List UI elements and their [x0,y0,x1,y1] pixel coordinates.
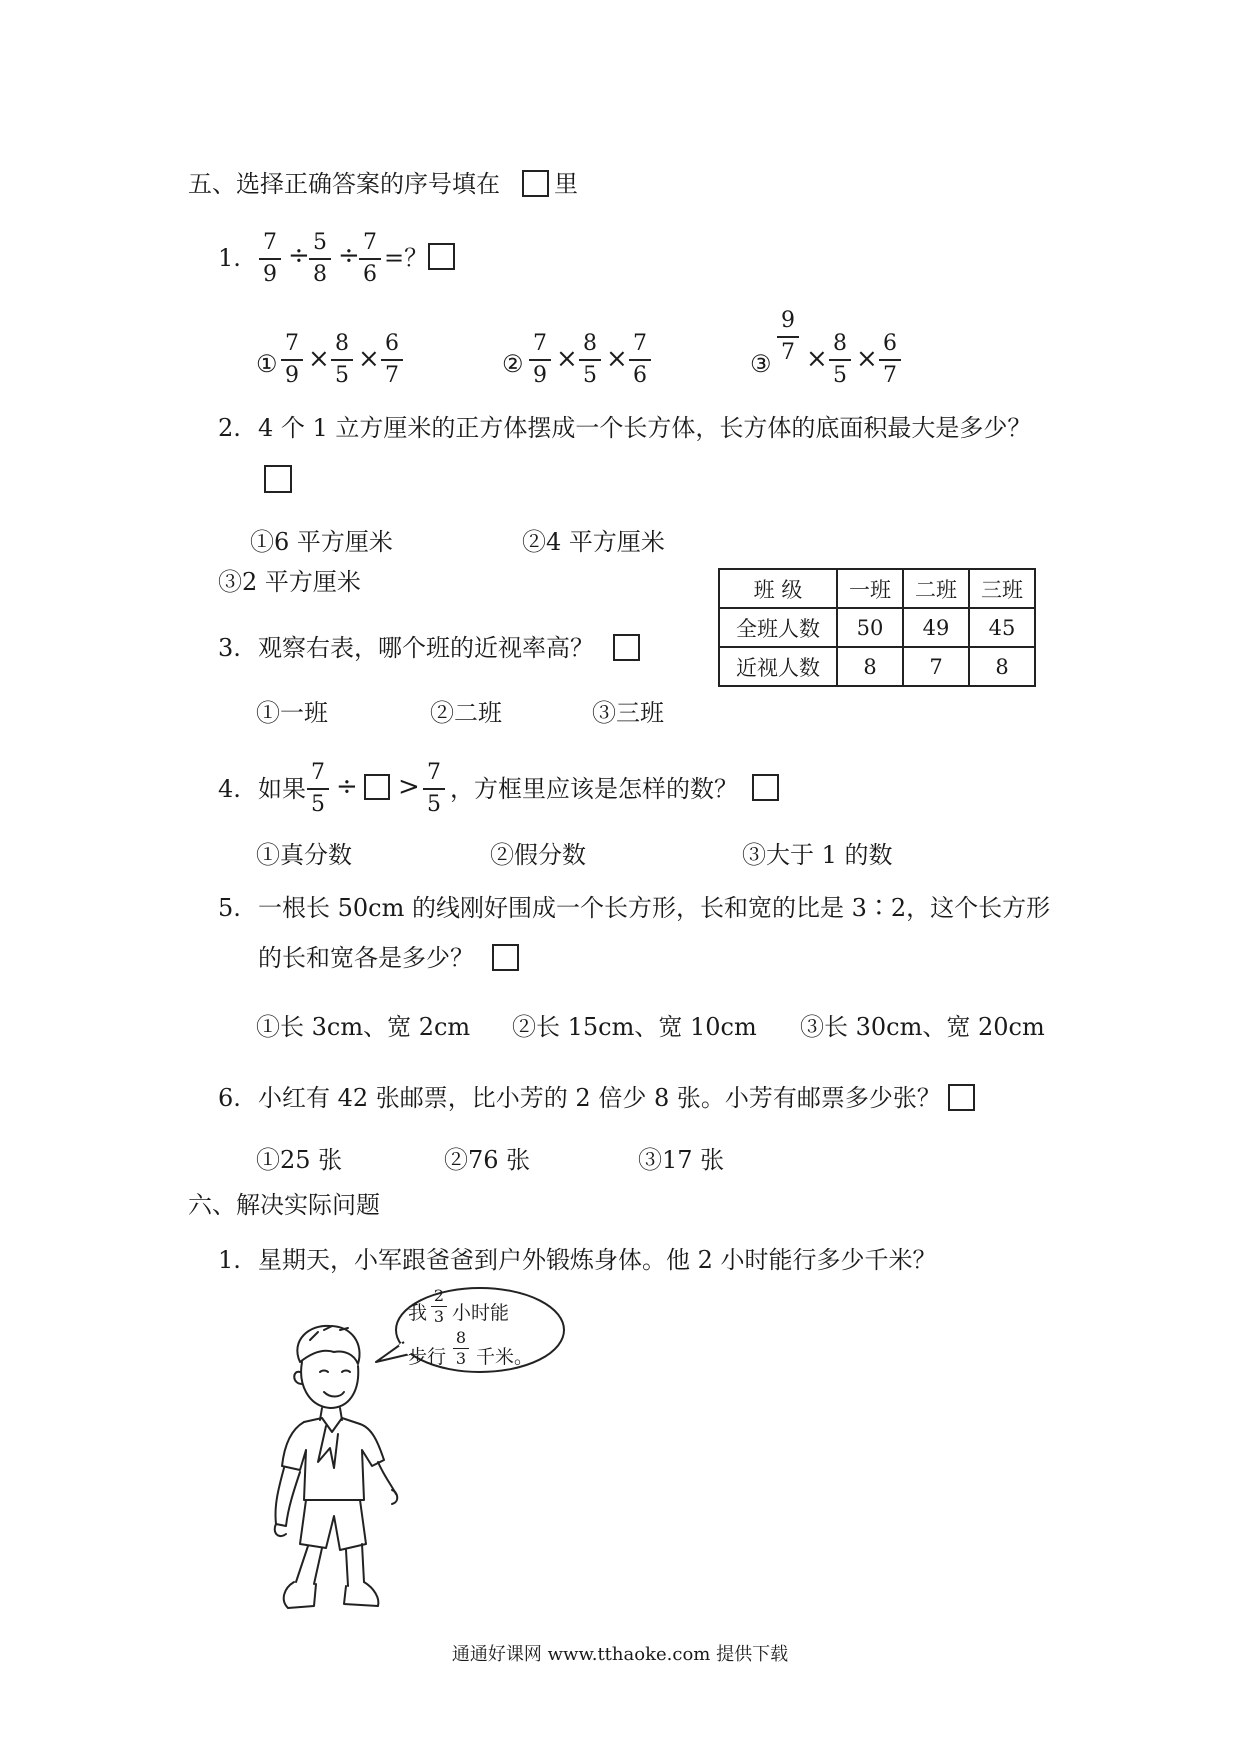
q4-inline-box [364,774,390,800]
option-marker: ① [256,350,278,378]
q4-option-2[interactable]: ②假分数 [490,841,586,869]
q4-option-3[interactable]: ③大于 1 的数 [742,841,893,869]
q4-prefix: 如果 [258,775,306,803]
q1-divide-1: ÷ [288,241,310,271]
option-fraction: 8 5 [330,333,354,387]
answer-box-legend [522,170,549,197]
q5-number: 5. [218,894,241,922]
bubble-word: 千米。 [476,1346,534,1368]
q6-option-1[interactable]: ①25 张 [256,1146,343,1174]
q2-option-2[interactable]: ②4 平方厘米 [522,528,665,556]
table-cell: 49 [903,608,969,647]
myopia-table [718,568,1036,687]
bubble-word: 小时能 [452,1302,510,1324]
bubble-word: 步行 [408,1346,447,1368]
q5-option-3[interactable]: ③长 30cm、宽 20cm [800,1013,1045,1041]
option-fraction: 6 7 [878,333,902,387]
q2-text: 4 个 1 立方厘米的正方体摆成一个长方体，长方体的底面积最大是多少？ [258,414,1032,442]
q4-number: 4. [218,775,241,803]
bubble-fraction-2: 8 3 [452,1330,470,1367]
q4-fraction-1: 7 5 [306,762,330,816]
q1-fraction-2: 5 8 [308,232,332,286]
q1-fraction-1: 7 9 [258,232,282,286]
q1-number: 1. [218,244,241,272]
table-cell: 45 [969,608,1035,647]
q4-fraction-2: 7 5 [422,762,446,816]
table-cell: 8 [969,647,1035,686]
times-sign: × [606,344,628,374]
page-footer: 通通好课网 www.tthaoke.com 提供下载 [451,1644,789,1665]
q3-option-2[interactable]: ②二班 [430,699,502,727]
speech-bubble [370,1280,570,1390]
times-sign: × [856,344,878,374]
q5-line-1: 一根长 50cm 的线刚好围成一个长方形，长和宽的比是 3∶2，这个长方形 [258,894,1051,922]
option-fraction: 8 5 [828,333,852,387]
q2-option-1[interactable]: ①6 平方厘米 [250,528,393,556]
option-fraction: 6 7 [380,333,404,387]
q5-line-2: 的长和宽各是多少？ [258,944,474,972]
q6-text: 小红有 42 张邮票，比小芳的 2 倍少 8 张。小芳有邮票多少张？ [258,1084,941,1112]
table-cell: 8 [837,647,903,686]
q6-option-3[interactable]: ③17 张 [638,1146,725,1174]
q3-option-1[interactable]: ①一班 [256,699,328,727]
q4-option-1[interactable]: ①真分数 [256,841,352,869]
option-fraction: 9 7 [776,310,800,364]
option-marker: ③ [750,350,772,378]
q1-fraction-3: 7 6 [358,232,382,286]
table-header-cell: 三班 [969,569,1035,608]
bubble-line-1 [408,1298,427,1325]
q2-option-3[interactable]: ③2 平方厘米 [218,568,361,596]
option-fraction: 7 6 [628,333,652,387]
q6-number: 6. [218,1084,241,1112]
option-fraction: 8 5 [578,333,602,387]
q3-number: 3. [218,634,241,662]
q1-answer-box[interactable] [428,243,455,270]
option-fraction: 7 9 [528,333,552,387]
q5-answer-box[interactable] [492,944,519,971]
q2-number: 2. [218,414,241,442]
section-5-heading-tail: 里 [554,170,578,198]
s6-q1-number: 1. [218,1246,241,1274]
option-fraction: 7 9 [280,333,304,387]
table-cell: 全班人数 [719,608,837,647]
times-sign: × [358,344,380,374]
table-header-row [719,569,1035,608]
q3-option-3[interactable]: ③三班 [592,699,664,727]
q6-option-2[interactable]: ②76 张 [444,1146,531,1174]
table-cell: 50 [837,608,903,647]
q6-answer-box[interactable] [948,1084,975,1111]
bubble-word: 我 [408,1302,428,1324]
table-header-cell: 一班 [837,569,903,608]
walking-boy-illustration [260,1310,400,1620]
table-cell: 7 [903,647,969,686]
section-5-heading: 五、选择正确答案的序号填在 [188,170,500,198]
table-row [719,608,1035,647]
s6-q1-text: 星期天，小军跟爸爸到户外锻炼身体。他 2 小时能行多少千米？ [258,1246,937,1274]
q1-equals: =？ [384,244,429,272]
bubble-fraction-1: 2 3 [430,1288,448,1325]
q4-suffix: ，方框里应该是怎样的数？ [450,775,738,803]
q3-text: 观察右表，哪个班的近视率高？ [258,634,594,662]
times-sign: × [556,344,578,374]
q1-divide-2: ÷ [338,241,360,271]
q5-option-1[interactable]: ①长 3cm、宽 2cm [256,1013,471,1041]
option-marker: ② [502,350,524,378]
q2-answer-box[interactable] [264,465,292,493]
q4-greater-than: > [398,772,420,802]
table-cell: 近视人数 [719,647,837,686]
q5-option-2[interactable]: ②长 15cm、宽 10cm [512,1013,757,1041]
times-sign: × [308,344,330,374]
q4-answer-box[interactable] [752,774,779,801]
table-header-cell: 二班 [903,569,969,608]
times-sign: × [806,344,828,374]
section-6-heading: 六、解决实际问题 [188,1191,380,1219]
q3-answer-box[interactable] [613,634,640,661]
table-header-cell: 班 级 [719,569,837,608]
q4-divide: ÷ [336,772,358,802]
table-row [719,647,1035,686]
